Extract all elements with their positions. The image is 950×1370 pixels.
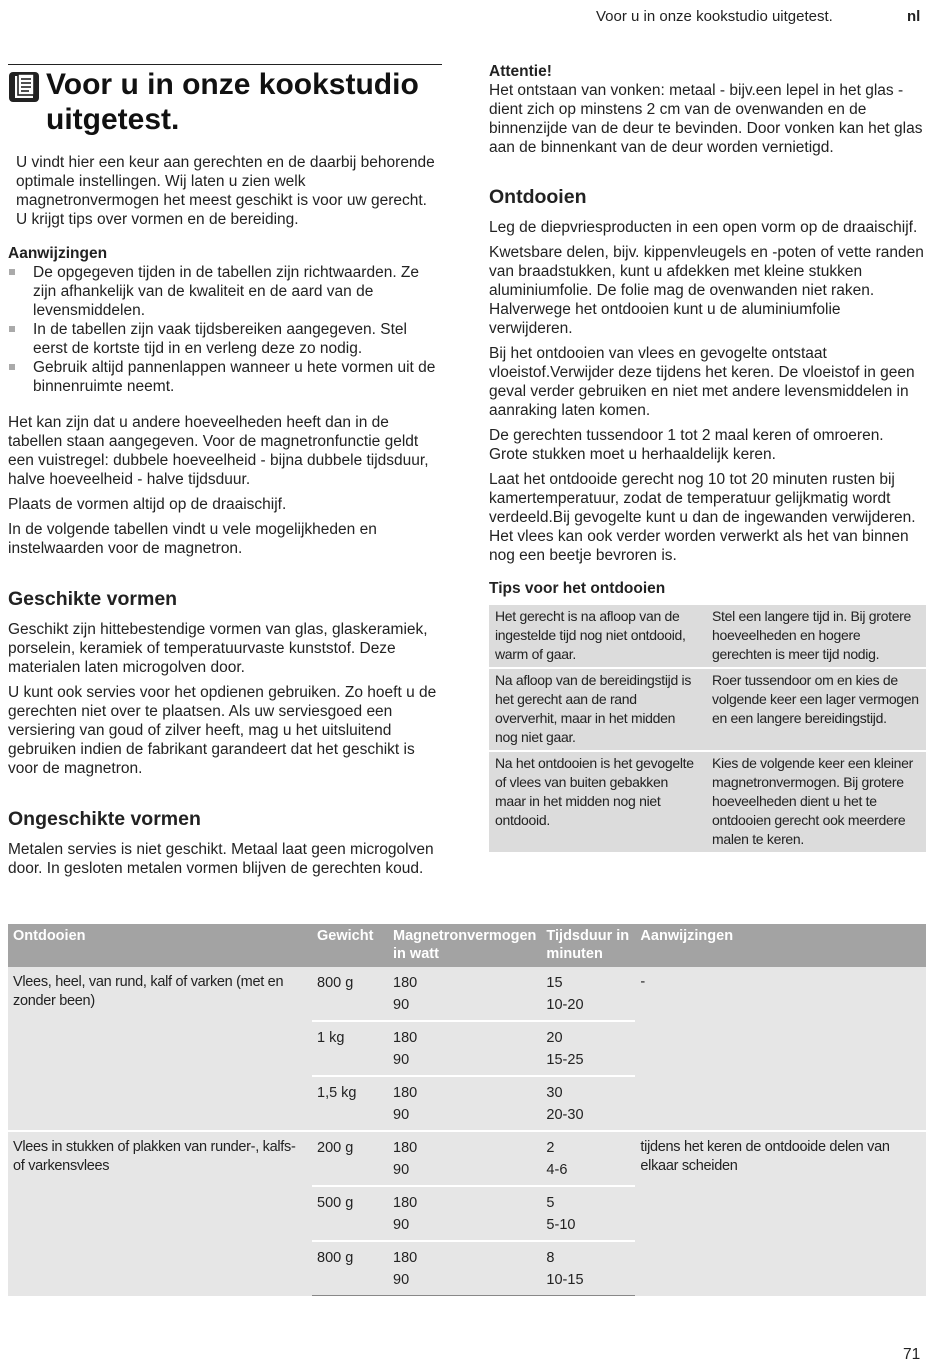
tip-problem: Na afloop van de bereidingstijd is het gerecht aan de rand oververhit, maar in het midden nog niet gaar. <box>489 667 706 750</box>
unsuitable-paragraph: Metalen servies is niet geschikt. Metaal laat geen microgolven door. In gesloten metalen vormen blijven de gerechten koud. <box>8 841 434 877</box>
defrost-table-container <box>8 924 926 1296</box>
defrost-paragraph-2: Kwetsbare delen, bijv. kippenvleugels en -poten of vette randen van braadstukken, kunt u afdekken met kleine stukken aluminiumfolie. De folie mag de ovenwanden niet raken. Halverwege het ontdooien kunt u de aluminiumfolie verwijderen. <box>489 244 924 337</box>
defrost-heading: Ontdooien <box>489 186 587 208</box>
paragraph-turntable: Plaats de vormen altijd op de draaischijf. <box>8 496 287 513</box>
time-cell: 15 10-20 <box>546 975 584 1013</box>
table-row <box>489 667 926 750</box>
right-column <box>489 62 926 852</box>
list-item: De opgegeven tijden in de tabellen zijn richtwaarden. Ze zijn afhankelijk van de kwaliteit en de aard van de levensmiddelen. <box>8 263 442 320</box>
page-header <box>0 8 950 32</box>
power-cell: 180 90 <box>388 1021 541 1076</box>
defrost-paragraph-5: Laat het ontdooide gerecht nog 10 tot 20 minuten rusten bij kamertemperatuur, zodat de temperatuur gelijkmatig wordt verdeeld.Bij gevogelte kunt u dan de ingewanden verwijderen. Het vlees kan ook verder worden verwerkt als het van binnen nog een beetje bevroren is. <box>489 471 916 564</box>
power-cell: 180 90 <box>393 975 418 1013</box>
page-title: Voor u in onze kookstudio uitgetest. <box>46 68 419 136</box>
col-header-time: Tijdsduur in minuten <box>541 924 635 967</box>
unsuitable-heading: Ongeschikte vormen <box>8 808 201 830</box>
notes-list <box>8 263 442 396</box>
defrost-paragraph-1: Leg de diepvriesproducten in een open vorm op de draaischijf. <box>489 219 918 236</box>
col-header-weight: Gewicht <box>312 924 388 967</box>
defrost-table <box>8 924 926 1296</box>
tip-solution: Kies de volgende keer een kleiner magnetronvermogen. Bij grotere hoeveelheden dient u het te ontdooien gerecht ook meerdere malen te keren. <box>706 750 926 852</box>
defrost-paragraph-4: De gerechten tussendoor 1 tot 2 maal keren of omroeren. Grote stukken moet u herhaaldelijk keren. <box>489 427 884 463</box>
paragraph-quantities: Het kan zijn dat u andere hoeveelheden heeft dan in de tabellen staan aangegeven. Voor de magnetronfunctie geldt een vuistregel: dubbele hoeveelheid - bijna dubbele tijdsduur, halve hoeveelheid - halve tijdsduur. <box>8 414 429 488</box>
tip-problem: Het gerecht is na afloop van de ingestelde tijd nog niet ontdooid, warm of gaar. <box>495 608 686 662</box>
tip-solution: Stel een langere tijd in. Bij grotere hoeveelheden en hogere gerechten is meer tijd nodig. <box>712 608 912 662</box>
attention-text: Het ontstaan van vonken: metaal - bijv.een lepel in het glas - dient zich op minstens 2 cm van de ovenwanden en de binnenzijde van de deur te bevinden. Door vonken kan het glas aan de binnenkant van de deur worden vernietigd. <box>489 82 923 156</box>
table-row <box>489 605 926 667</box>
table-header-row <box>8 924 926 967</box>
time-cell: 30 20-30 <box>541 1076 635 1131</box>
weight-cell: 1 kg <box>312 1021 388 1076</box>
note-cell: tijdens het keren de ontdooide delen van elkaar scheiden <box>635 1131 926 1296</box>
bullet-icon <box>9 326 15 332</box>
note-cell: - <box>640 974 645 990</box>
suitable-heading: Geschikte vormen <box>8 588 178 610</box>
bullet-icon <box>9 269 15 275</box>
defrost-paragraph-3: Bij het ontdooien van vlees en gevogelte ontstaat vloeistof.Verwijder deze tijdens het keren. De vloeistof in geen geval verder gebruiken en niet met andere levensmiddelen in aanraking laten komen. <box>489 345 915 419</box>
food-cell: Vlees in stukken of plakken van runder-, kalfs- of varkensvlees <box>8 1131 312 1296</box>
attention-heading: Attentie! <box>489 63 552 80</box>
page-number: 71 <box>903 1346 921 1363</box>
power-cell: 180 90 <box>388 1076 541 1131</box>
table-row <box>8 967 926 1021</box>
list-item: In de tabellen zijn vaak tijdsbereiken aangegeven. Stel eerst de kortste tijd in en verleng deze zo nodig. <box>8 320 442 358</box>
tips-heading: Tips voor het ontdooien <box>489 580 666 597</box>
time-cell: 5 5-10 <box>541 1186 635 1241</box>
power-cell: 180 90 <box>388 1131 541 1186</box>
table-row <box>489 750 926 852</box>
time-cell: 8 10-15 <box>541 1241 635 1296</box>
tip-problem: Na het ontdooien is het gevogelte of vlees van buiten gebakken maar in het midden nog niet ontdooid. <box>489 750 706 852</box>
power-cell: 180 90 <box>388 1241 541 1296</box>
suitable-paragraph-1: Geschikt zijn hittebestendige vormen van glas, glaskeramiek, porselein, keramiek of temperatuurvaste kunststof. Deze materialen laten microgolven door. <box>8 621 428 676</box>
power-cell: 180 90 <box>388 1186 541 1241</box>
time-cell: 2 4-6 <box>541 1131 635 1186</box>
notes-heading: Aanwijzingen <box>8 245 108 262</box>
col-header-notes: Aanwijzingen <box>635 924 926 967</box>
table-row <box>8 1131 926 1186</box>
col-header-food: Ontdooien <box>8 924 312 967</box>
weight-cell: 200 g <box>312 1131 388 1186</box>
tip-solution: Roer tussendoor om en kies de volgende keer een lager vermogen en een langere bereidingstijd. <box>706 667 926 750</box>
weight-cell: 1,5 kg <box>312 1076 388 1131</box>
header-language: nl <box>907 8 921 25</box>
paragraph-tables: In de volgende tabellen vindt u vele mogelijkheden en instelwaarden voor de magnetron. <box>8 521 377 557</box>
intro-text: U vindt hier een keur aan gerechten en de daarbij behorende optimale instellingen. Wij laten u zien welk magnetronvermogen het meest geschikt is voor uw gerecht. U krijgt tips over vormen en de bereiding. <box>16 154 435 228</box>
title-block <box>8 64 442 137</box>
document-icon <box>8 71 40 103</box>
list-item: Gebruik altijd pannenlappen wanneer u hete vormen uit de binnenruimte neemt. <box>8 358 442 396</box>
weight-cell: 800 g <box>312 1241 388 1296</box>
food-cell: Vlees, heel, van rund, kalf of varken (met en zonder been) <box>13 974 284 1009</box>
bullet-icon <box>9 364 15 370</box>
left-column <box>8 64 442 878</box>
col-header-power: Magnetronvermogen in watt <box>388 924 541 967</box>
tips-table <box>489 605 926 852</box>
suitable-paragraph-2: U kunt ook servies voor het opdienen gebruiken. Zo hoeft u de gerechten niet over te plaatsen. Als uw serviesgoed een versiering van goud of zilver heeft, mag u het uitsluitend gebruiken indien de fabrikant garandeert dat het geschikt is voor de magnetron. <box>8 684 437 777</box>
time-cell: 20 15-25 <box>541 1021 635 1076</box>
weight-cell: 800 g <box>317 975 354 991</box>
weight-cell: 500 g <box>312 1186 388 1241</box>
header-title: Voor u in onze kookstudio uitgetest. <box>596 8 833 25</box>
